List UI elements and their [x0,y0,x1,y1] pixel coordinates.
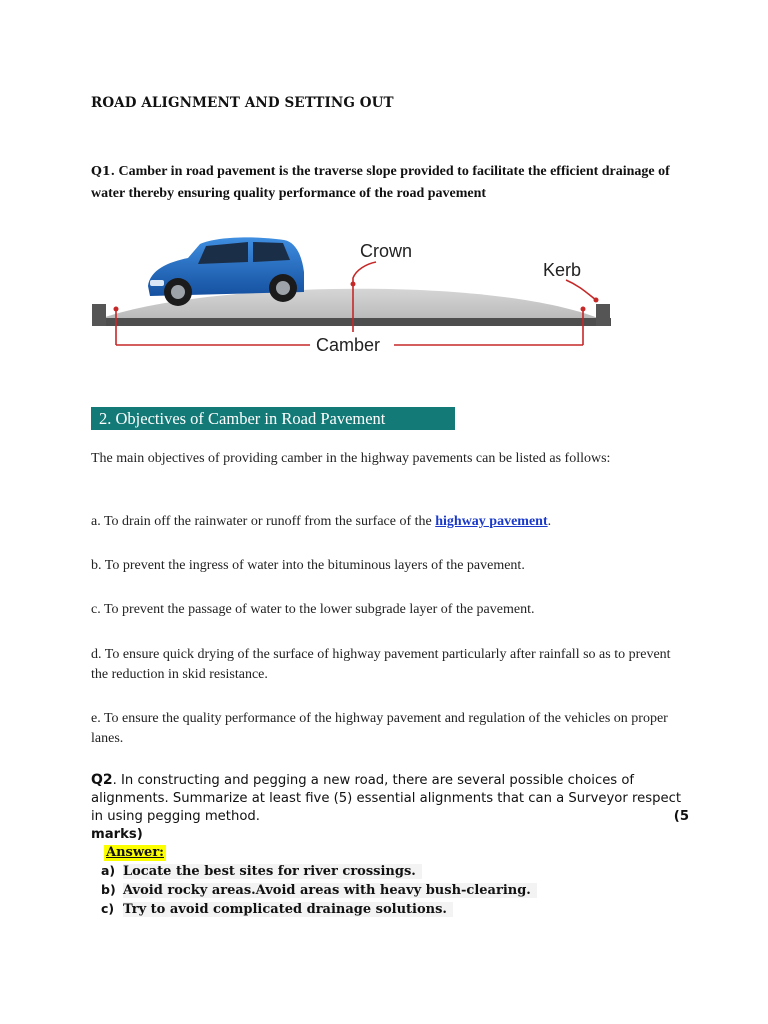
intro-paragraph: The main objectives of providing camber in the highway pavements can be listed as follows: [91,451,611,466]
document-title: ROAD ALIGNMENT AND SETTING OUT [91,95,394,111]
question-1-number: Q1. [91,163,115,178]
objective-a-suffix: . [547,514,552,529]
section-heading: 2. Objectives of Camber in Road Pavement [91,407,455,430]
question-1-text: Camber in road pavement is the traverse slope provided to facilitate the efficient drainage of water thereby ensuring quality performance of the road pavement [91,164,670,201]
camber-diagram [88,232,618,362]
objective-c: c. To prevent the passage of water to the lower subgrade layer of the pavement. [91,602,535,617]
question-2-text: . In constructing and pegging a new road, there are several possible choices of alignments. Summarize at least five (5) essential alignments that can a Surveyor respect in using pegging method. [91,773,682,824]
answer-letter: a) [101,863,116,878]
answer-letter: c) [101,901,115,916]
objective-d: d. To ensure quick drying of the surface of highway pavement particularly after rainfall so as to prevent the reduction in skid resistance. [91,647,671,682]
answer-list [101,861,537,918]
kerb-label: Kerb [543,260,582,280]
crown-label: Crown [360,241,413,261]
answer-letter: b) [101,882,116,897]
kerb-left [92,304,106,326]
answer-text: Locate the best sites for river crossings. [123,864,422,879]
answer-text: Avoid rocky areas.Avoid areas with heavy bush-clearing. [123,883,537,898]
objective-b: b. To prevent the ingress of water into the bituminous layers of the pavement. [91,558,525,573]
list-item [101,880,537,899]
question-2-label: Q2 [91,772,113,788]
question-1 [91,160,691,205]
answer-label: Answer: [106,845,164,860]
camber-label: Camber [316,335,381,355]
answer-text: Try to avoid complicated drainage solutions. [123,902,453,917]
question-2-marks-close: marks) [91,827,143,842]
objective-a [91,512,691,532]
list-item [101,861,537,880]
list-item [101,899,537,918]
question-2 [91,771,689,844]
question-2-marks-open: (5 [673,809,689,824]
objective-a-text: a. To drain off the rainwater or runoff from the surface of the [91,514,436,529]
highway-pavement-link[interactable]: highway pavement [435,514,548,529]
objective-e: e. To ensure the quality performance of the highway pavement and regulation of the vehicles on proper lanes. [91,711,668,746]
kerb-right [596,304,610,326]
